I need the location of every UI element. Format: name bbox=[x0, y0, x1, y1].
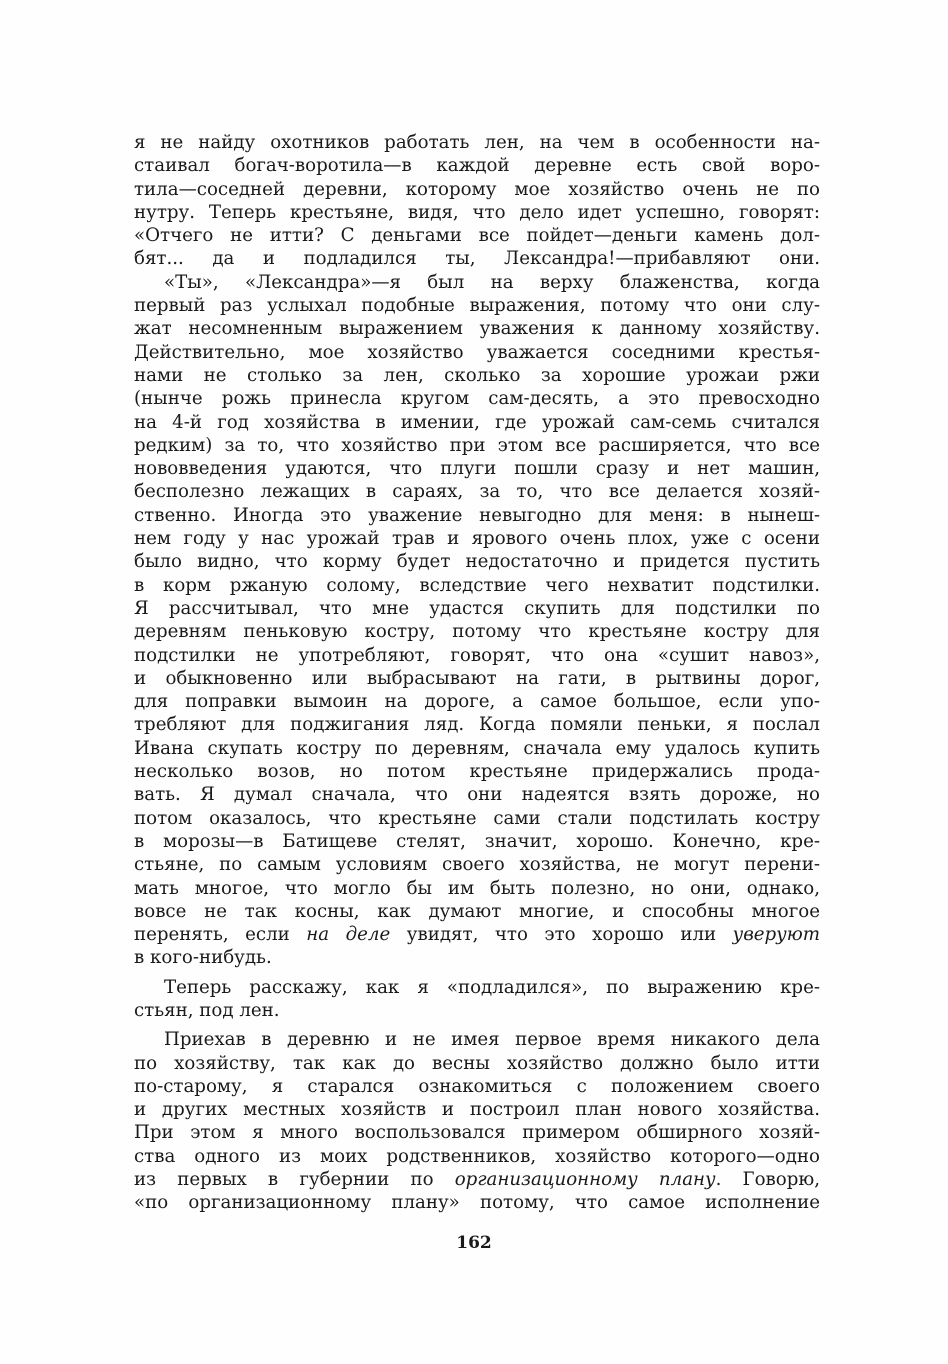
text-line: деревням пеньковую костру, потому что крестьяне костру для bbox=[134, 621, 820, 643]
emphasis-text: организационному плану bbox=[454, 1169, 716, 1191]
emphasis-text: уверуют bbox=[732, 924, 820, 946]
text-line: требляют для поджигания ляд. Когда помяли пеньки, я послал bbox=[134, 714, 820, 736]
text-line: в кого-нибудь. bbox=[134, 947, 272, 969]
text-line: редким) за то, что хозяйство при этом все расширяется, что все bbox=[134, 434, 820, 456]
text-line: несколько возов, но потом крестьяне придержались прода- bbox=[134, 761, 820, 783]
text-run: . Говорю, bbox=[715, 1169, 820, 1191]
text-line: тила—соседней деревни, которому мое хозяйство очень не по bbox=[134, 178, 820, 200]
text-line: При этом я много воспользовался примером обширного хозяй- bbox=[134, 1122, 820, 1144]
text-run: увидят, что это хорошо или bbox=[390, 924, 733, 946]
text-line: и других местных хозяйств и построил план нового хозяйства. bbox=[134, 1099, 820, 1121]
text-line: и обыкновенно или выбрасывают на гати, в рытвины дорог, bbox=[134, 667, 820, 689]
text-line: Я рассчитывал, что мне удастся скупить для подстилки по bbox=[134, 597, 820, 619]
text-line: вовсе не так косны, как думают многие, и способны многое bbox=[134, 900, 820, 922]
text-line: я не найду охотников работать лен, на чем в особенности на- bbox=[134, 132, 820, 153]
text-line: «Ты», «Лександра»—я был на верху блаженства, когда bbox=[164, 271, 820, 293]
text-line: потом оказалось, что крестьяне сами стали подстилать костру bbox=[134, 807, 820, 829]
text-line: на 4-й год хозяйства в имении, где урожай сам-семь считался bbox=[134, 411, 820, 433]
text-line: стаивал богач-воротила—в каждой деревне есть свой воро- bbox=[134, 155, 820, 177]
page-number: 162 bbox=[456, 1233, 492, 1253]
text-line: в морозы—в Батищеве стелят, значит, хорошо. Конечно, кре- bbox=[134, 830, 820, 852]
text-line: ства одного из моих родственников, хозяйство которого—одно bbox=[134, 1145, 820, 1167]
text-line: по-старому, я старался ознакомиться с положением своего bbox=[134, 1075, 820, 1097]
emphasis-text: на деле bbox=[306, 924, 391, 946]
text-run: перенять, если bbox=[134, 924, 307, 946]
text-line: мать многое, что могло бы им быть полезно, но они, однако, bbox=[134, 877, 820, 899]
text-line-with-emphasis bbox=[134, 923, 820, 946]
text-line: стьяне, по самым условиям своего хозяйства, не могут перени- bbox=[134, 854, 820, 876]
paragraph-3 bbox=[134, 976, 820, 1023]
text-line: Действительно, мое хозяйство уважается соседними крестья- bbox=[134, 341, 820, 363]
paragraph-4 bbox=[134, 1028, 820, 1214]
text-line: Теперь расскажу, как я «подладился», по выражению кре- bbox=[164, 976, 820, 998]
text-line: «по организационному плану» потому, что самое исполнение bbox=[134, 1192, 820, 1214]
body-text bbox=[134, 131, 820, 1215]
text-line: первый раз услыхал подобные выражения, потому что они слу- bbox=[134, 295, 820, 317]
text-line: Ивана скупать костру по деревням, сначала ему удалось купить bbox=[134, 737, 820, 759]
text-line: бят... да и подладился ты, Лександра!—прибавляют они. bbox=[134, 248, 820, 270]
text-line: для поправки вымоин на дороге, а самое большое, если упо- bbox=[134, 691, 820, 713]
text-line: жат несомненным выражением уважения к данному хозяйству. bbox=[134, 318, 820, 340]
text-line: Приехав в деревню и не имея первое время никакого дела bbox=[164, 1029, 820, 1051]
text-line: по хозяйству, так как до весны хозяйство должно было итти bbox=[134, 1052, 820, 1074]
text-line: бесполезно лежащих в сараях, за то, что все делается хозяй- bbox=[134, 481, 820, 503]
text-run: из первых в губернии по bbox=[134, 1169, 455, 1191]
text-line: было видно, что корму будет недостаточно и придется пустить bbox=[134, 551, 820, 573]
text-line: (нынче рожь принесла кругом сам-десять, а это превосходно bbox=[134, 388, 820, 410]
paragraph-2 bbox=[134, 271, 820, 970]
paragraph-1 bbox=[134, 131, 820, 271]
text-line-with-emphasis bbox=[134, 1168, 820, 1191]
text-line: нутру. Теперь крестьяне, видя, что дело идет успешно, говорят: bbox=[134, 201, 820, 223]
text-line: «Отчего не итти? С деньгами все пойдет—деньги камень дол- bbox=[134, 225, 820, 247]
text-line: подстилки не употребляют, говорят, что она «сушит навоз», bbox=[134, 644, 820, 666]
text-line: нем году у нас урожай трав и ярового очень плох, уже с осени bbox=[134, 528, 820, 550]
text-line: вать. Я думал сначала, что они надеятся взять дороже, но bbox=[134, 784, 820, 806]
text-line: нововведения удаются, что плуги пошли сразу и нет машин, bbox=[134, 458, 820, 480]
text-line: ственно. Иногда это уважение невыгодно для меня: в нынеш- bbox=[134, 504, 820, 526]
text-line: стьян, под лен. bbox=[134, 999, 280, 1021]
text-line: нами не столько за лен, сколько за хорошие урожаи ржи bbox=[134, 364, 820, 386]
text-line: в корм ржаную солому, вследствие чего нехватит подстилки. bbox=[134, 574, 820, 596]
